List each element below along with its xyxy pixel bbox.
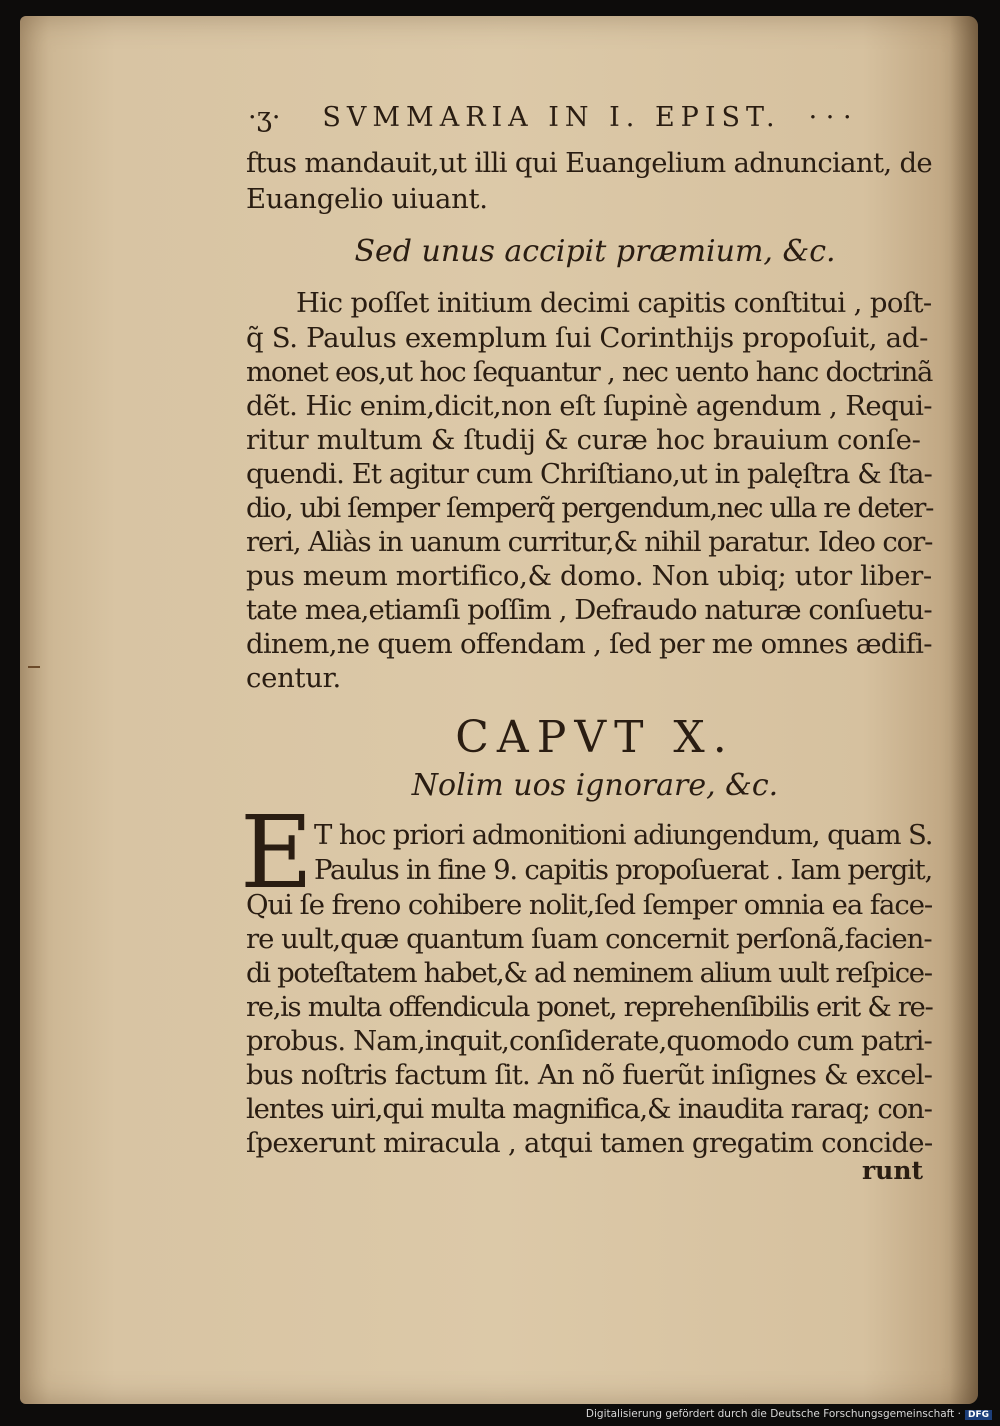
text-line: dio, ubi ſemper ſemperq̃ pergendum,nec ulla re deter- xyxy=(246,492,934,524)
text-line: re uult,quæ quantum ſuam concernit perſonã,facien- xyxy=(246,923,932,955)
credit-text: Digitalisierung gefördert durch die Deutsche Forschungsgemeinschaft · xyxy=(585,1408,961,1420)
text-line: Qui ſe freno cohibere nolit,ſed ſemper omnia ea face- xyxy=(246,889,933,921)
text-line: ritur multum & ſtudij & curæ hoc brauium conſe- xyxy=(246,424,921,456)
text-line: Hic poſſet initium decimi capitis conſtitui , poſt- xyxy=(296,287,932,319)
text-line: lentes uiri,qui multa magnifica,& inaudita raraq; con- xyxy=(246,1093,932,1125)
header-ornament: ·ʒ· xyxy=(248,102,281,133)
text-line: ſpexerunt miracula , atqui tamen gregatim concide- xyxy=(246,1127,933,1159)
chapter-heading: CAPVT X. xyxy=(455,712,735,763)
text-line: tate mea,etiamſi poſſim , Defraudo naturæ conſuetu- xyxy=(246,594,932,626)
text-line: dẽt. Hic enim,dicit,non eſt ſupinè agendum , Requi- xyxy=(246,390,932,422)
section-subhead: Sed unus accipit præmium, &c. xyxy=(354,234,836,269)
text-line: q̃ S. Paulus exemplum ſui Corinthijs propoſuit, ad- xyxy=(246,322,929,354)
text-line: bus noſtris factum ſit. An nõ fuerũt inſignes & excel- xyxy=(246,1059,933,1091)
text-line: Paulus in fine 9. capitis propoſuerat . Iam pergit, xyxy=(314,854,932,886)
text-line: re,is multa offendicula ponet, reprehenſibilis erit & re- xyxy=(246,991,933,1023)
text-line: quendi. Et agitur cum Chriſtiano,ut in palęſtra & ſta- xyxy=(246,458,932,490)
running-head-title: SVMMARIA IN I. EPIST. xyxy=(322,102,781,133)
book-page xyxy=(20,16,978,1404)
chapter-subhead: Nolim uos ignorare, &c. xyxy=(411,768,779,803)
drop-cap: E xyxy=(240,794,313,911)
header-tail: · · · xyxy=(808,102,852,133)
text-line: pus meum mortifico,& domo. Non ubiq; utor liber- xyxy=(246,560,932,592)
dfg-logo: DFG xyxy=(965,1410,992,1420)
text-line: centur. xyxy=(246,662,341,694)
text-line: Euangelio uiuant. xyxy=(246,183,488,215)
catchword: runt xyxy=(862,1156,924,1185)
text-line: ftus mandauit,ut illi qui Euangelium adnunciant, de xyxy=(246,147,932,179)
text-line: T hoc priori admonitioni adiungendum, quam S. xyxy=(314,819,933,851)
digitization-credit xyxy=(586,1408,992,1420)
margin-mark xyxy=(28,666,40,668)
text-line: probus. Nam,inquit,conſiderate,quomodo cum patri- xyxy=(246,1025,932,1057)
page-spine-shadow xyxy=(950,16,978,1404)
text-line: monet eos,ut hoc ſequantur , nec uento hanc doctrinã xyxy=(246,356,933,388)
text-line: dinem,ne quem offendam , ſed per me omnes ædifi- xyxy=(246,628,932,660)
running-head xyxy=(248,102,888,133)
text-line: reri, Aliàs in uanum curritur,& nihil paratur. Ideo cor- xyxy=(246,526,933,558)
text-line: di poteſtatem habet,& ad neminem alium uult reſpice- xyxy=(246,957,932,989)
